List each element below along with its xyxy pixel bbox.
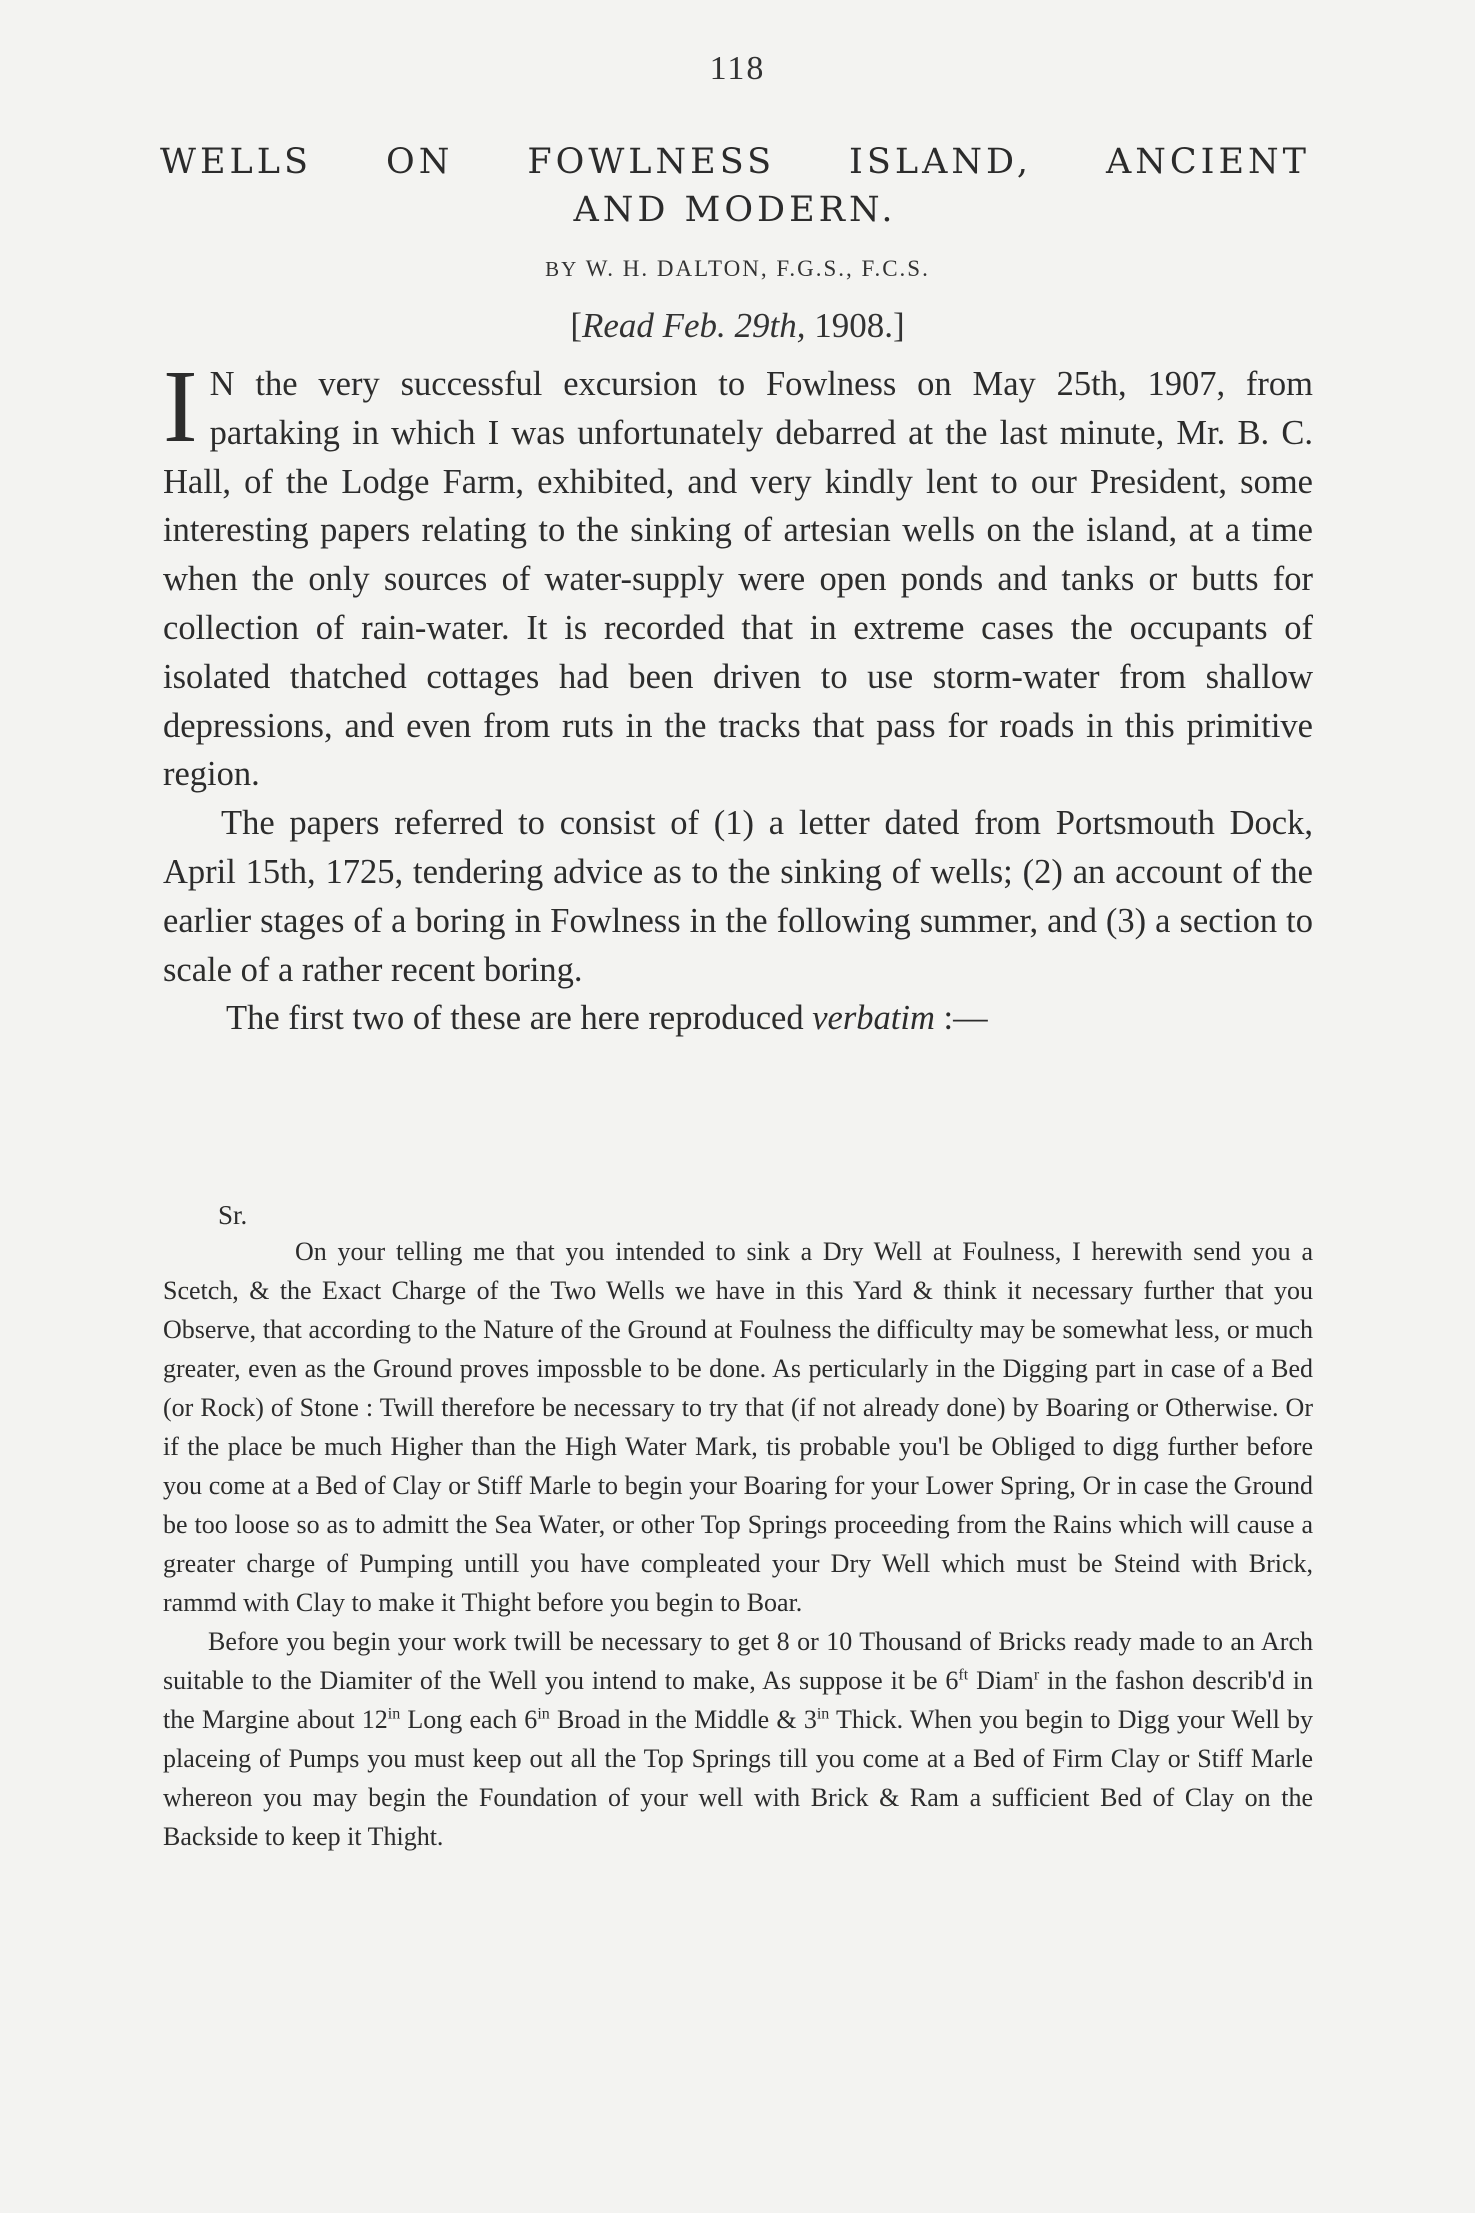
letter-paragraph-2-part-a: Before you begin your work twill be necessary to get 8 or 10 Thousand of Bricks ready made to an Arch suitable to the Diamiter of the Well you intend to make, As suppose it be 6 bbox=[163, 1627, 1313, 1695]
byline-by: BY bbox=[545, 257, 579, 281]
letter-paragraph-2-part-d: Long each 6 bbox=[400, 1705, 538, 1734]
quoted-letter bbox=[163, 1198, 1313, 1856]
paragraph-1 bbox=[163, 349, 1313, 799]
article-body bbox=[163, 349, 1313, 1043]
byline bbox=[0, 256, 1475, 282]
superscript-in-1: in bbox=[387, 1705, 401, 1723]
letter-salutation: Sr. bbox=[218, 1200, 248, 1230]
letter-paragraph-2-part-c: in the fashon describ'd in the Margine about 12 bbox=[163, 1666, 1314, 1734]
superscript-r: r bbox=[1033, 1666, 1040, 1684]
paragraph-1-text: N the very successful excursion to Fowlness on May 25th, 1907, from partaking in which I was unfortunately debarred at the last minute, Mr. B. C. Hall, of the Lodge Farm, exhibited, and very kindly lent to our President, some interesting papers relating to the sinking of artesian wells on the island, at a time when the only sources of water-supply were open ponds and tanks or butts for collection of rain-water. It is recorded that in extreme cases the occupants of isolated thatched cottages had been driven to use storm-water from shallow depressions, and even from ruts in the tracks that pass for roads in this primitive region. bbox=[163, 365, 1313, 794]
title-line-1: WELLS ON FOWLNESS ISLAND, ANCIENT bbox=[160, 142, 1310, 182]
superscript-ft: ft bbox=[958, 1666, 969, 1684]
letter-paragraph-1: On your telling me that you intended to sink a Dry Well at Foulness, I herewith send you a Scetch, & the Exact Charge of the Two Wells we have in this Yard & think it necessary further that you Observe, that according to the Nature of the Ground at Foulness the difficulty may be somewhat less, or much greater, even as the Ground proves impossble to be done. As perticularly in the Digging part in case of a Bed (or Rock) of Stone : Twill therefore be necessary to try that (if not already done) by Boaring or Otherwise. Or if the place be much Higher than the High Water Mark, tis probable you'l be Obliged to digg further before you come at a Bed of Clay or Stiff Marle to begin your Boaring for your Lower Spring, Or in case the Ground be too loose so as to admitt the Sea Water, or other Top Springs proceeding from the Rains which will cause a greater charge of Pumping untill you have compleated your Dry Well which must be Steind with Brick, rammd with Clay to make it Thight before you begin to Boar. bbox=[163, 1237, 1313, 1617]
paragraph-3 bbox=[163, 994, 1313, 1043]
letter-paragraph-2-part-f: Thick. When you begin to Digg your Well by placeing of Pumps you must keep out all the Top Springs till you come at a Bed of Firm Clay or Stiff Marle whereon you may begin the Foundation of your well with Brick & Ram a sufficient Bed of Clay on the Backside to keep it Thight. bbox=[163, 1705, 1313, 1851]
read-date-bracket: [ bbox=[570, 306, 582, 345]
title-line-2: AND MODERN. bbox=[573, 190, 897, 230]
paragraph-2: The papers referred to consist of (1) a letter dated from Portsmouth Dock, April 15th, 1725, tendering advice as to the sinking of wells; (2) an account of the earlier stages of a boring in Fowlness in the following summer, and (3) a section to scale of a rather recent boring. bbox=[163, 804, 1313, 989]
byline-author: W. H. DALTON, F.G.S., F.C.S. bbox=[585, 256, 930, 281]
page-number: 118 bbox=[709, 50, 766, 87]
letter-paragraph-2 bbox=[163, 1622, 1313, 1856]
letter-paragraph-2-part-e: Broad in the Middle & 3 bbox=[549, 1705, 817, 1734]
drop-cap: I bbox=[163, 349, 198, 464]
superscript-in-2: in bbox=[537, 1705, 550, 1723]
letter-paragraph-2-part-b: Diam bbox=[968, 1666, 1034, 1695]
verbatim-italic: verbatim bbox=[812, 999, 935, 1038]
paragraph-3-text: The first two of these are here reproduced bbox=[226, 999, 804, 1038]
paragraph-3-end: :— bbox=[943, 999, 988, 1038]
read-date bbox=[0, 306, 1475, 346]
read-date-year: 1908.] bbox=[814, 306, 905, 345]
article-title bbox=[160, 138, 1310, 234]
read-date-italic: Read Feb. 29th, bbox=[581, 306, 806, 345]
superscript-in-3: in bbox=[816, 1705, 830, 1723]
